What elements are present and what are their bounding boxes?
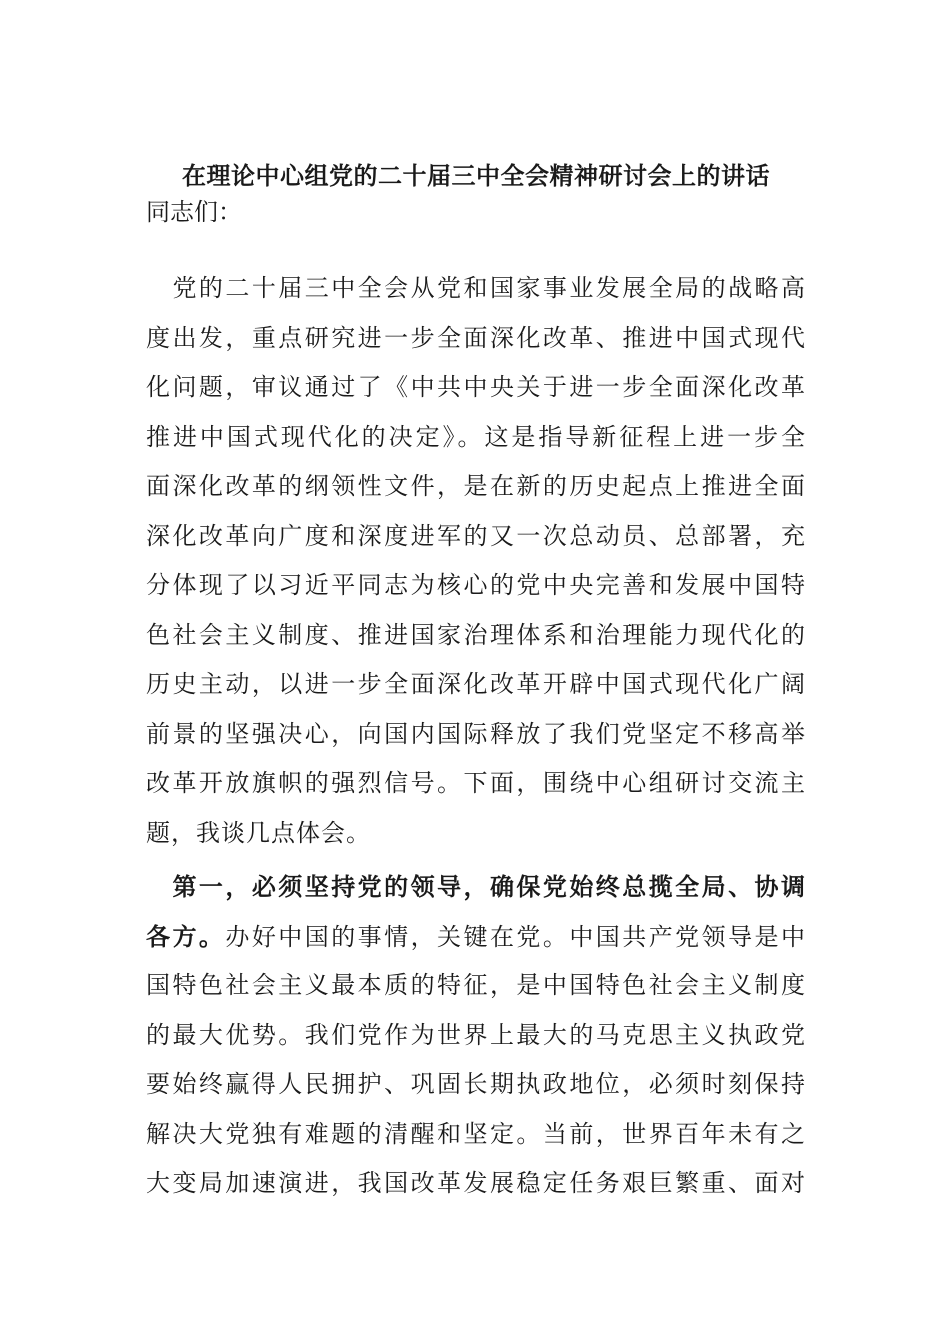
text-line — [146, 912, 806, 962]
text-line: 推进中国式现代化的决定》。这是指导新征程上进一步全 — [146, 422, 806, 451]
text-line: 大变局加速演进，我国改革发展稳定任务艰巨繁重、面对 — [146, 1169, 806, 1197]
text-line: 分体现了以习近平同志为核心的党中央完善和发展中国特 — [146, 571, 806, 599]
text-line: 党的二十届三中全会从党和国家事业发展全局的战略高 — [146, 274, 806, 302]
text-line: 度出发，重点研究进一步全面深化改革、推进中国式现代 — [146, 323, 806, 352]
text-line: 面深化改革的纲领性文件，是在新的历史起点上推进全面 — [146, 472, 806, 500]
text-line: 历史主动，以进一步全面深化改革开辟中国式现代化广阔 — [146, 670, 806, 698]
section-heading-line: 第一，必须坚持党的领导，确保党始终总揽全局、协调 — [146, 872, 806, 901]
text-line: 化问题，审议通过了《中共中央关于进一步全面深化改革 — [146, 373, 806, 401]
text-line: 国特色社会主义最本质的特征，是中国特色社会主义制度 — [146, 971, 806, 999]
paragraph-intro — [146, 264, 806, 858]
text-line: 题，我谈几点体会。 — [146, 818, 371, 847]
text-line: 色社会主义制度、推进国家治理体系和治理能力现代化的 — [146, 620, 806, 649]
text-line: 改革开放旗帜的强烈信号。下面，围绕中心组研讨交流主 — [146, 769, 806, 797]
text-line: 前景的坚强决心，向国内国际释放了我们党坚定不移高举 — [146, 719, 806, 748]
text-line: 的最大优势。我们党作为世界上最大的马克思主义执政党 — [146, 1020, 806, 1049]
text-line: 深化改革向广度和深度进军的又一次总动员、总部署，充 — [146, 521, 806, 550]
text-line: 解决大党独有难题的清醒和坚定。当前，世界百年未有之 — [146, 1119, 806, 1148]
salutation: 同志们： — [146, 198, 242, 226]
paragraph-first-point — [146, 862, 806, 1209]
document-title: 在理论中心组党的二十届三中全会精神研讨会上的讲话 — [182, 161, 770, 190]
text-line-rest: 办好中国的事情，关键在党。中国共产党领导是中 — [225, 922, 806, 951]
text-line: 要始终赢得人民拥护、巩固长期执政地位，必须时刻保持 — [146, 1070, 806, 1098]
section-heading-end: 各方。 — [146, 921, 226, 951]
